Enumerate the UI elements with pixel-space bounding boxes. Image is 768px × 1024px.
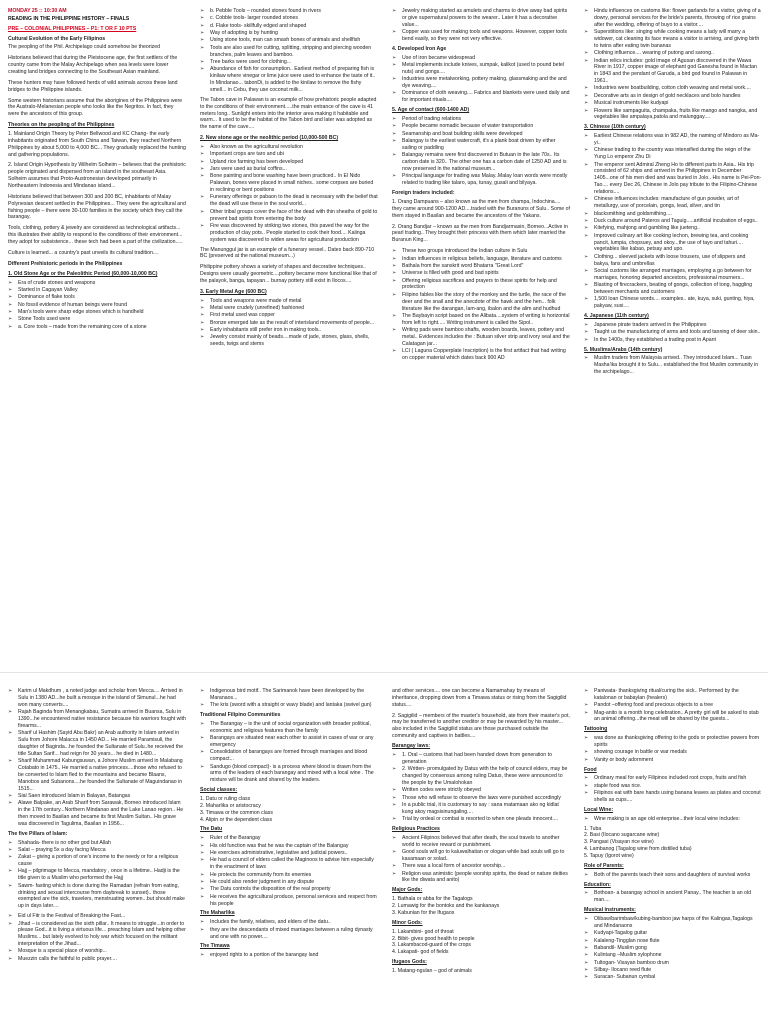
list-item: ➢ Also known as the agricultural revolution — [200, 144, 378, 151]
bullet-list — [200, 919, 378, 940]
bullet-list — [584, 890, 762, 904]
list-item: ➢ Duck culture around Pateros and Taguig.....artificial incubation of eggs.. — [584, 218, 762, 225]
list-item: 1. Lakambini- god of throat — [392, 928, 454, 935]
list-item: ➢ Funerary offerings or pabaon to the dead is necessary with the belief that the dead will use these in the soul world... — [200, 194, 378, 208]
list-item: ➢ Stone Tools used were — [8, 316, 186, 323]
bullet-list — [584, 133, 762, 310]
bullet-list — [584, 775, 762, 803]
list-item: ➢ Jihad – is considered as the sixth pillar.. It means to struggle...in order to please God...it is living a virtuous life... preaching Islam and helping other Muslims... but lately evolved to holy war which focused on the militant interpretation of the Jihad... — [8, 921, 186, 948]
list-item: ➢ Early inhabitants still prefer iron in making tools.. — [200, 327, 378, 334]
list-item: ➢ Universe is filled with good and bad spirits — [392, 270, 570, 277]
section-tattooing: Tattooing — [584, 726, 608, 733]
list-item: ➢ b. Pebble Tools – rounded stones found in rivers — [200, 8, 378, 15]
section-foreign-traders: Foreign traders included: — [392, 190, 455, 197]
list-item: ➢ Blasting of firecrackers, beating of gongs, collection of tong, haggling between merchants and customers — [584, 282, 762, 296]
bullet-list — [8, 840, 186, 911]
list-item: ➢ Japanese pirate traders arrived in the Philippines — [584, 322, 762, 329]
paragraph: The Manunggul jar is an example of a funerary vessel.. Dates back 890-710 BC (preserved at the national museum...) — [200, 246, 375, 260]
list-item: ➢ Eid ul Fitr is the Festival of Breaking the Fast... — [8, 913, 186, 920]
list-item: ➢ Important crops are taro and ubi — [200, 151, 378, 158]
paragraph: The Tabon cave in Palawan is an example of how prehistoric people adapted to the conditions of their environment.....the main entrance of the cave is 41 meters long.. Sunlight enters into the interior area making it habitable and warm... It used to be the habitat of the Tabon bird and later was adopted as the name of the cave.... — [200, 96, 377, 131]
section-major-gods: Major Gods: — [392, 887, 423, 894]
list-item: ➢ Silbay- Ilocano reed flute — [584, 967, 762, 974]
list-item: ➢ Zakat – giving a portion of one's income to the needy or for a religious cause — [8, 854, 186, 868]
list-item: ➢ Copper was used for making tools and weapons. However, copper tools bend easily, so they were not very effective. — [392, 29, 570, 43]
top-column-1 — [0, 8, 192, 658]
list-item: ➢ Earliest Chinese relations was in 982 AD, the naming of Mindoro as Ma-yi.. — [584, 133, 762, 147]
bottom-column-4 — [576, 688, 768, 1022]
section-social-classes: Social classes: — [200, 787, 238, 794]
list-item: 2. Maharlika or aristocracy — [200, 802, 261, 809]
list-item: ➢ The Datu controls the disposition of the real property — [200, 886, 378, 893]
section-developed-iron-age: 4. Developed Iron Age — [392, 45, 447, 52]
list-item: ➢ Bothoan- a barangay school in ancient Panay.. The teacher is an old man.... — [584, 890, 762, 904]
list-item: ➢ Tools are also used for cutting, splitting, stripping and piercing wooden branches, palm leaves and bamboo. — [200, 45, 378, 59]
section-religious-practices: Religious Practices — [392, 825, 440, 832]
list-item: ➢ staple food was rice. — [584, 783, 762, 790]
section-early-metal-age: 3. Early Metal Age (600 BC) — [200, 288, 267, 295]
list-item: 3. Pangasi (Visayan rice wine) — [584, 839, 654, 846]
list-item: ➢ Muezzin calls the faithful to public prayer.... — [8, 956, 186, 963]
list-item: ➢ Kulintang –Muslim xylophone — [584, 952, 762, 959]
list-item: ➢ Tree barks were used for clothing... — [200, 59, 378, 66]
list-item: ➢ Industries were boatbuilding, cotton cloth weaving and metal work.... — [584, 85, 762, 92]
list-item: ➢ Ruler of the Barangay — [200, 835, 378, 842]
list-item: ➢ Flowers like sampaguita, champaka, fruits like mango and nangka, and vegetables like ampalaya,patola and malunggay.... — [584, 108, 762, 122]
bottom-column-2 — [192, 688, 384, 1022]
section-ifugao-gods: Ifugaos Gods: — [392, 959, 427, 966]
list-item: ➢ People became nomadic because of water transportation — [392, 123, 570, 130]
top-column-4 — [576, 8, 768, 658]
bullet-list — [200, 952, 378, 959]
section-food: Food — [584, 766, 597, 773]
section-old-stone-age: 1. Old Stone Age or the Paleolithic Period (60,000-10,000 BC) — [8, 270, 158, 277]
list-item: 1. Tuba — [584, 825, 602, 832]
list-item: ➢ He could also render judgment in any dispute — [200, 879, 378, 886]
list-item: ➢ Ordinary meal for early Filipinos included root crops, fruits and fish — [584, 775, 762, 782]
list-item: ➢ Indigenous bird motif.. The Sarimanok have been developed by the Maranaos... — [200, 688, 378, 702]
bullet-list — [392, 8, 570, 43]
list-item: ➢ a. Core tools – made from the remaining core of a stone — [8, 324, 186, 331]
list-item: ➢ Filipino fables like the story of the monkey and the turtle, the race of the deer and the snail and the anecdote of the hawk and the hen... folk literature like the darangan, lam-ang, ibalon and the alim and hudhud — [392, 292, 570, 313]
list-item: ➢ Dominance of cloth weaving.... Fabrics and blankets were used daily and for important rituals.... — [392, 90, 570, 104]
list-item: ➢ Good souls will go to kaluwalhatian or ologan while bad souls will go to kasamaan or solad.. — [392, 849, 570, 863]
list-item: ➢ The emperor sent Admiral Zheng Ho to different parts in Asia.. His trip consisted of 62 ships and arrived in the Philippines in December 1405...one of his men died and was buried in Jolo.. His name is Pei-Pon-Tao.... every Dec 26, Chinese in Jolo pay tribute to the Filipino-Chinese relations.... — [584, 162, 762, 196]
bullet-list — [200, 835, 378, 907]
list-item: 4. Lakapati- god of fields — [392, 949, 449, 956]
list-item: ➢ These two groups introduced the Indian culture in Sulu — [392, 248, 570, 255]
bullet-list — [584, 872, 762, 879]
list-item: 2. Lumawig for the bontoks and the kankanays — [392, 903, 500, 910]
page-divider — [0, 672, 768, 673]
list-item: ➢ Started in Cagayan Valley — [8, 287, 186, 294]
bullet-list — [584, 355, 762, 376]
plain-list — [392, 713, 570, 740]
list-item: ➢ Way of adopting is by hunting — [200, 30, 378, 37]
list-item: ➢ Consolidation of barangays are formed through marriages and blood compact... — [200, 749, 378, 763]
list-item: ➢ Pandot –offering food and precious objects to a tree — [584, 702, 762, 709]
list-item: ➢ d. Flake tools- skillfully edged and shaped — [200, 23, 378, 30]
list-item: 3. Timawa or the common class — [200, 809, 273, 816]
list-item: ➢ Use of iron became widespread — [392, 55, 570, 62]
section-age-of-contact: 5. Age of contact (600-1400 AD) — [392, 107, 470, 114]
list-item: ➢ they are the descendants of mixed marriages between a ruling dynasty and one with no power.... — [200, 927, 378, 941]
plain-list — [200, 796, 378, 823]
bullet-list — [200, 721, 378, 784]
list-item: ➢ Jars were used as burial coffins... — [200, 166, 378, 173]
list-item: 2. Basi (Ilocano sugarcane wine) — [584, 832, 660, 839]
list-item: ➢ Metal were crudely (unrefined) fashioned — [200, 305, 378, 312]
trader-item: 2. Orang Bandjar – known as the men from Bandjarmasin, Borneo...Active in pearl trading.. They brought their princess with them which later married the Buranun King... — [392, 223, 568, 244]
list-item: ➢ Religion was animistic (people worship spirits, the dead or nature deities like the diwata and anito) — [392, 871, 570, 885]
list-item: ➢ Those who will refuse to observe the laws were punished accordingly — [392, 795, 570, 802]
bullet-list — [392, 116, 570, 187]
list-item: ➢ Jewelry consist mainly of beads....made of jade, stones, glass, shells, seeds, twigs and stems — [200, 334, 378, 348]
list-item: ➢ Babandil- Muslim gong — [584, 945, 762, 952]
bullet-list — [200, 688, 378, 709]
section-maharlika: The Maharlika — [200, 910, 235, 917]
theory-item: 2. Island Origin Hypothesis by Wilhelm Solheim – believes that the prehistoric people originated and dispersed from an island in the southeast Asia. Solheim assumes that Proto-Austronesian developed primarily in Northeastern Indonesia and Mindanao island... — [8, 162, 186, 190]
list-item: ➢ The kris (sword with a straight or wavy blade) and lantaka (swivel gun) — [200, 702, 378, 709]
list-item: ➢ Bone painting and bone washing have been practiced.. In El Nido Palawan, bones were placed in small niches.. some corpses are buried in reclining or bent positions — [200, 173, 378, 194]
list-item: ➢ Writing pads were bamboo shafts, wooden boards, leaves, pottery and metal.. Evidences includes the : Butuan silver strip and ivory seal and the Calatagan jar... — [392, 327, 570, 348]
list-item: ➢ Includes the family, relatives, and elders of the datu.. — [200, 919, 378, 926]
plain-list — [392, 929, 570, 956]
list-item: ➢ Metal implements include knives, sumpak, kalikot (used to pound betel nuts) and gongs.... — [392, 62, 570, 76]
list-item: ➢ Musical instruments like kudyapi — [584, 100, 762, 107]
section-role-of-parents: Role of Parents: — [584, 862, 624, 869]
bullet-list — [584, 8, 762, 121]
list-item: 3. Kabunian for the Ifugaos — [392, 909, 455, 916]
list-item: ➢ He had a council of elders called the Maginoos to advise him especially in the enactment of laws — [200, 857, 378, 871]
list-item: ➢ Sandugo (blood compact)- is a process where blood is drawn from the arms of the leaders of each barangay and mixed with a local wine . The mixture will be drank and shared by the leaders. — [200, 764, 378, 785]
paragraph: Culture is learned... a country's past unveils its cultural tradition.... — [8, 249, 159, 256]
bullet-list — [392, 752, 570, 823]
list-item: ➢ He exercises administrative, legislative and judicial powers.. — [200, 850, 378, 857]
trader-item: 1. Orang Dampuans – also known as the men from champa, Indochina.... they came around 900-1200 AD....traded with the Buranuns of Sulu.. Some of them stayed in Basilan and became the ancestors of the Yakans. — [392, 198, 570, 219]
section-chinese: 3. Chinese (10th century) — [584, 124, 646, 131]
bullet-list — [200, 298, 378, 349]
list-item: ➢ First metal used was copper — [200, 312, 378, 319]
list-item: 2. Sagigilid – members of the master's household, ate from their master's pot, may be transferred to another creditor or may be rewarded by his master... also included in the Sagigilid status are those purchased outside the community and captives in battles.... — [392, 712, 570, 740]
list-item: ➢ Principal language for trading was Malay..Malay loan words were mostly related to trading like talaro, upa, tunay, gusali and bilyaya. — [392, 173, 570, 187]
list-item: ➢ LCI ( Laguna Copperplate Inscription) is the first artifact that had writing on copper material which dates back 900 AD — [392, 348, 570, 362]
list-item: ➢ Ancient Filipinos believed that after death, the soul travels to another world to receive reward or punishment. — [392, 835, 570, 849]
list-item: ➢ Paniwata- thanksgiving ritual/curing the sick.. Performed by the katalonan or babaylan (healers) — [584, 688, 762, 702]
list-item: ➢ Other tribal groups cover the face of the dead with thin sheaths of gold to prevent bad spirits from entering the body — [200, 209, 378, 223]
section-theories: Theories on the peopling of the Philippines — [8, 122, 115, 129]
bullet-list — [200, 144, 378, 244]
list-item: ➢ Clothing... sleeved jackets with loose trousers, use of slippers and bakya, fans and umbrellas — [584, 254, 762, 268]
list-item: ➢ Chinese influences includes: manufacture of gun powder, art of metallurgy, use of porcelain, gongs, lead, silver, and tin — [584, 196, 762, 210]
bullet-list — [584, 322, 762, 344]
list-item: ➢ Superstitions like: singing while cooking means a lady will marry a widower, cat cleaning its face means a visitor is arriving, and giving birth to twins after eating twin bananas — [584, 29, 762, 50]
list-item: ➢ Wine making is an age old enterprise...their local wine includes: — [584, 816, 762, 823]
list-item: ➢ No fossil evidence of human beings were found — [8, 302, 186, 309]
list-item: ➢ Suracan- Subanun cymbal — [584, 974, 762, 981]
section-five-pillars: The five Pillars of Islam: — [8, 830, 68, 837]
list-item: ➢ Offering religious sacrifices and prayers to these spirits for help and protection — [392, 278, 570, 292]
section-muslims: 5. Muslims/Arabs (14th century) — [584, 346, 663, 353]
list-item: ➢ Karim ul Makdhum , a noted judge and scholar from Mecca.... Arrived in Sulu in 1380 AD...he built a mosque in the island of Simunul...he had won many converts.... — [8, 688, 186, 709]
list-item: ➢ 2. Written- promulgated by Datus with the help of council elders, may be changed by consensus among ruling Datus, these were announced to the people by the Umalohokan — [392, 766, 570, 787]
list-item: ➢ Rajah Baginda from Menangkabau, Sumatra arrived in Buansa, Sulu in 1390...he encountered native resistance because his warriors fought with firearms... — [8, 709, 186, 730]
list-item: ➢ Balangay remains were first discovered in Butuan in the late 70s.. Its carbon date is 320.. The other one has a carbon date of 1250 AD and is now preserved in the national museum... — [392, 152, 570, 173]
section-prehistoric-periods: Different Prehistoric periods in the Philippines — [8, 260, 123, 267]
list-item: ➢ Shahada- there is no other god but Allah — [8, 840, 186, 847]
list-item: ➢ Indian relics includes: gold image of Agusan discovered in the Wawa River in 1917, copper image of elephant god Ganesha found in Mactan in 1843 and the pendant of Garuda, a bird god found in Palawan in 1961.. — [584, 58, 762, 85]
list-item: 1. Datu or ruling class — [200, 796, 251, 803]
list-item: ➢ The Barangay – is the unit of social organization with broader political, economic and religious features than the family — [200, 721, 378, 735]
section-datu: The Datu — [200, 826, 223, 833]
section-minor-gods: Minor Gods: — [392, 919, 423, 926]
section-japanese: 4. Japanese (11th century) — [584, 313, 649, 320]
top-half — [0, 8, 768, 658]
list-item: ➢ Sawm- fasting which is done during the Ramadan (refrain from eating, drinking and sexual intercourse from daybreak to sunset).. those exempted are the sick, travelers, menstruating women...but should make up in days later.... — [8, 883, 186, 910]
list-item: ➢ Sharif Muhammad Kabungsuwan, a Johore Muslim arrived in Malabang Cotabato in 1475.. He married a native princess....those who refused to be converted to Islam fled to the mountains and became Blaans, Manobos and Subanons....he founded the Sultanate of Maguindanao in 1515... — [8, 758, 186, 792]
list-item: ➢ Decorative arts as in design of gold necklaces and bolo handles — [584, 93, 762, 100]
list-item: ➢ Era of crude stones and weapons — [8, 280, 186, 287]
list-item: ➢ In the 1400s, they established a trading post in Aparri — [584, 337, 762, 344]
list-item: ➢ Bronze emerged late as the result of interisland movements of people... — [200, 320, 378, 327]
list-item: ➢ Mag-anito is a month long celebration.. A pretty girl will be asked to stab an animal offering...the meat will be shared by the guests... — [584, 710, 762, 724]
theory-item: 1. Mainland Origin Theory by Peter Bellwood and KC Chang- the early inhabitants originated from South China and Taiwan, they reached Northern Philippines by about 5,000 to 4,000 BC... They gradually replaced the hunting and gathering populations. — [8, 131, 186, 158]
list-item: ➢ Mosque is a special place of worship... — [8, 948, 186, 955]
top-column-2 — [192, 8, 384, 658]
list-item: ➢ 1,500 loan Chinese words.... examples.. ate, kuya, suki, gunting, hiya, pakyaw, susi.... — [584, 296, 762, 310]
section-local-wine: Local Wine: — [584, 806, 614, 813]
list-item: ➢ Balangay is the earliest watercraft, it's a plank boat driven by either sailing or paddling — [392, 138, 570, 152]
list-item: 2. Bibit- gives good health to people — [392, 935, 475, 942]
list-item: ➢ Muslim traders from Malaysia arrived.. They introduced Islam... Tuan Masha'ika brought it to Sulu... established the first Muslim community in the archipelago... — [584, 355, 762, 376]
header-course: READING IN THE PHILIPPINE HISTORY – FINALS — [8, 15, 130, 22]
list-item: ➢ Abundance of fish for consumption.. Earliest method of preparing fish is kinilaw where vinegar or lime juice were used to enhance the taste of it.. In Mindanao... tabonDi, is added to the kinilaw to remove the fishy smell... in Cebu, they use coconut milk... — [200, 66, 378, 93]
section-new-stone-age: 2. New stone age or the neolithic period (10,000-500 BC) — [200, 135, 339, 142]
bullet-list — [200, 8, 378, 94]
list-item: ➢ Kitefying, mahjong and gambling like jueteng.. — [584, 225, 762, 232]
paragraph: Historians believed that between 300 and 200 BC, inhabitants of Malay Polynesian descent settled in the Philippines... They were the agricultural and fishing people – there were 30-100 families in the society which they call the barangay. — [8, 193, 186, 221]
section-education: Education: — [584, 881, 611, 888]
paragraph: Philippine pottery shows a variety of shapes and decorative techniques.. Designs were usually geometric....pottery became more functional like that of the palayok, banga, tapayan... burnay pottery still exist in Ilocos.... — [200, 264, 377, 284]
list-item: ➢ He receives the agricultural produce, personal services and respect from his people — [200, 894, 378, 908]
list-item: ➢ blacksmithing and goldsmithing.... — [584, 211, 762, 218]
list-item: ➢ There was a local form of ancestor worship... — [392, 863, 570, 870]
list-item: ➢ He protects the community from its enemies — [200, 872, 378, 879]
bottom-column-1 — [0, 688, 192, 1022]
plain-list — [584, 826, 762, 860]
list-item: ➢ Seamanship and boat building skills were developed — [392, 131, 570, 138]
list-item: ➢ 1. Oral – customs that had been handed down from generation to generation — [392, 752, 570, 766]
section-barangay-laws: Barangay laws: — [392, 743, 431, 750]
list-item: ➢ Barangays are situated near each other to assist in cases of war or any emergency — [200, 735, 378, 749]
list-item: ➢ Sharif ul Hashim (Sayid Abu Bakr) an Arab authority in Islam arrived in Sulu from Johore Malacca in 1450 AD... He married Paramisuli, the daughter of Baginda...he founded the Sultanate of Sulu..he received the title Sultan Sarif... had reign for 30 years... he died in 1480... — [8, 730, 186, 757]
list-item: ➢ Sial Saen introduced Islam in Balayan, Batangas — [8, 793, 186, 800]
bullet-list — [392, 835, 570, 885]
paragraph: These hunters may have followed herds of wild animals across these land bridges to the Philippine islands. — [8, 79, 178, 93]
bullet-list — [8, 688, 186, 828]
list-item: ➢ Period of trading relations — [392, 116, 570, 123]
list-item: ➢ Man's tools were sharp edge stones which is handheld — [8, 309, 186, 316]
section-cultural-evolution: Cultural Evolution of the Early Filipinos — [8, 35, 106, 42]
list-item: ➢ c. Cobble tools- larger rounded stones — [200, 15, 378, 22]
bullet-list — [584, 916, 762, 981]
plain-list — [392, 896, 570, 917]
list-item: ➢ Jewelry making started as amulets and charms to drive away bad spirits or give supernatural powers to the wearer.. Later it has a decorative value... — [392, 8, 570, 29]
list-item: 1. Bathala or abba for the Tagalogs — [392, 896, 473, 903]
list-item: ➢ The Baybayin script based on the Alibata....system of writing is horizontal from left to right..... Writing instrument is called the Sipol.. — [392, 313, 570, 327]
paragraph: and other services.... one can become a Namamahay by means of inheritance, dropping down from a Timawa status or rising from the Sagigilid status.... — [392, 688, 567, 708]
list-item: ➢ Dominance of flake tools — [8, 294, 186, 301]
list-item: ➢ Alawe Balpake, an Arab Sharif from Sarawak, Borneo introduced Islam in the 17th century...Northern Mindanao and the Lake Lanao region.. He then moved to Basilan and became its first Muslim Sultan.. His grave was discovered in Tagulima, Basilan in 1956... — [8, 800, 186, 827]
list-item: 5. Tapuy (Igorot wine) — [584, 853, 634, 860]
section-timawa: The Timawa — [200, 943, 230, 950]
list-item: ➢ Social customs like arranged marriages, employing a go between for marriages, honoring departed ancestors, professional mourners... — [584, 268, 762, 282]
bottom-column-3 — [384, 688, 576, 1022]
plain-list — [392, 968, 570, 975]
bullet-list — [584, 816, 762, 823]
list-item: 4. Alipin or the dependent class — [200, 816, 273, 823]
list-item: ➢ Chinese trading to the country was intensified during the reign of the Yung Lo emperor Zhu Di — [584, 147, 762, 161]
paragraph: Historians believed that during the Pleistocene age, the first settlers of the country came from the Malay Archipelago when sea levels were lower creating land bridges connecting to the Southeast Asian mainland. — [8, 55, 178, 76]
header-exam: PRE – COLONIAL PHILIPPINES – P1: T OR F 10 PTS — [8, 25, 137, 32]
list-item: ➢ Kudyapi-Tagalog guitar — [584, 930, 762, 937]
bullet-list — [8, 913, 186, 963]
list-item: ➢ Both of the parents teach their sons and daughters of survival works — [584, 872, 762, 879]
bullet-list — [584, 735, 762, 763]
list-item: ➢ Tultogan- Visayan bamboo drum — [584, 960, 762, 967]
section-traditional-communities: Traditional Filipino Communities — [200, 712, 281, 719]
list-item: ➢ Hindu influences on customs like: flower garlands for a visitor, giving of a dowry, personal services for the bride's parents, throwing of rice grains after the wedding, offering of buyo to a visitor.... — [584, 8, 762, 29]
bullet-list — [584, 688, 762, 723]
list-item: ➢ In a public trial, it is customary to say : sana matamaan ako ng kidlat kung akoy magsisinungaling.... — [392, 802, 570, 816]
list-item: 4. Lambanog (Tagalog wine from distilled tuba) — [584, 846, 692, 853]
list-item: ➢ Olibaw/barimbaw/kubing-bamboo jaw harps of the Kalingas,Tagalogs and Mindanaons — [584, 916, 762, 930]
top-column-3 — [384, 8, 576, 658]
list-item: ➢ Written codes were strictly obeyed — [392, 787, 570, 794]
list-item: ➢ enjoyed rights to a portion of the barangay land — [200, 952, 378, 959]
list-item: ➢ Bathala from the sanskrit word Bhatarra "Great Lord" — [392, 263, 570, 270]
list-item: 1. Matang-ngulan – god of animals — [392, 967, 472, 974]
list-item: ➢ Hajj – pilgrimage to Mecca, mandatory , once in a lifetime.. Hadji is the title given to a Muslim who performed the Hajj — [8, 868, 186, 882]
section-musical-instruments: Musical instruments: — [584, 907, 636, 914]
list-item: ➢ Taught us the manufacturing of arms and tools and tanning of deer skin.. — [584, 329, 762, 336]
list-item: ➢ Improved culinary art like cooking lechon, brewing tea, and cooking pancit, lumpia, chopsuey, and okoy...the use of tayo and tahuri.... vegetables like kabao, petsay and upo. — [584, 233, 762, 254]
list-item: ➢ Using stone tools, man can smash bones of animals and shellfish — [200, 37, 378, 44]
list-item: ➢ Tools and weapons were made of metal — [200, 298, 378, 305]
list-item: ➢ was done as thanksgiving offering to the gods or protective powers from spirits — [584, 735, 762, 749]
paragraph: The peopling of the Phil. Archipelago could somehow be theorized — [8, 44, 160, 51]
list-item: ➢ Industries were metalworking, pottery making, glassmaking and the and dye weaving.... — [392, 76, 570, 90]
list-item: ➢ showing courage in battle or war medals — [584, 749, 762, 756]
list-item: ➢ Upland rice farming has been developed — [200, 159, 378, 166]
list-item: ➢ Kalaleng-Tingglan nose flute — [584, 938, 762, 945]
list-item: ➢ Trial by ordeal or combat is resorted to when one pleads innocent.... — [392, 816, 570, 823]
bottom-half — [0, 688, 768, 1022]
paragraph: Tools, clothing, pottery & jewelry are considered as technological artifacts... this illustrates their ability to respond to the conditions of their environment... they adopt for subsistence... these tech had been a part of the civilization..... — [8, 225, 183, 246]
header-date: MONDAY 25 :: 10:30 AM — [8, 8, 67, 14]
list-item: 3. Lakambacod-guard of the crops — [392, 942, 472, 949]
bullet-list — [8, 280, 186, 331]
bullet-list — [392, 55, 570, 105]
list-item: ➢ Clothing influence.... wearing of putong and sarong.. — [584, 50, 762, 57]
list-item: ➢ Vanity or body adornment — [584, 757, 762, 764]
list-item: ➢ Indian influences in religious beliefs, language, literature and customs — [392, 256, 570, 263]
list-item: ➢ His old function was that he was the captain of the Balangay — [200, 843, 378, 850]
list-item: ➢ Salat – praying 5x a day facing Mecca — [8, 847, 186, 854]
bullet-list — [392, 248, 570, 362]
list-item: ➢ Fire was discovered by striking two stones, this paved the way for the production of clay pots.. People started to cook their food.... Kalinga system was discovered to widen areas for agricultural production — [200, 223, 378, 244]
list-item: ➢ Filipinos eat with bare hands using banana leaves as plates and coconut shells as cups.... — [584, 790, 762, 804]
paragraph: Some western historians assume that the aborigines of the Philippines were the Australo-Melanesian people who looks like the Negritos. In fact, they were the ancestors of this group. — [8, 97, 183, 118]
